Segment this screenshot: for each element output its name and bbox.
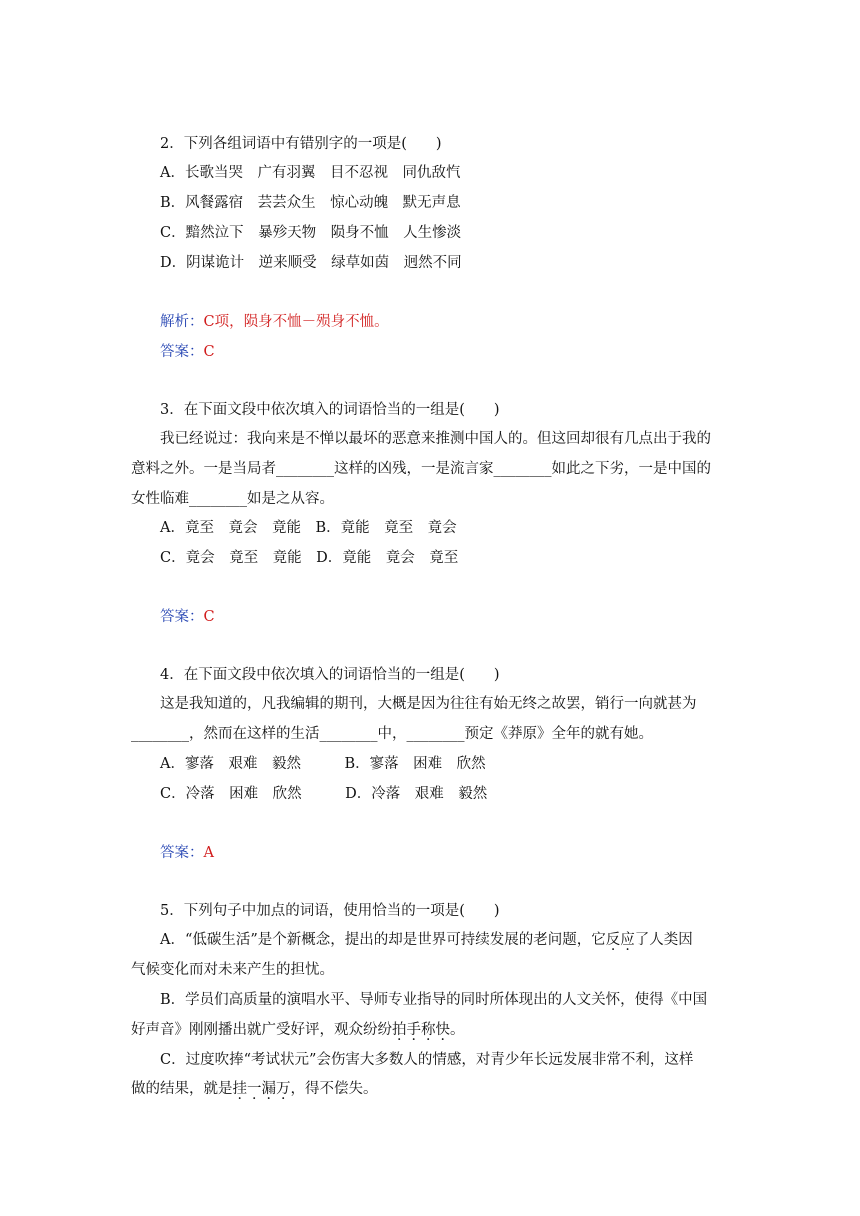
emphasis-char: 手 [406, 1022, 421, 1038]
q4-answer [160, 843, 214, 863]
dotted-term [392, 1022, 450, 1038]
text: ，得不偿失。 [290, 1081, 378, 1097]
q4-passage-line-2: ________，然而在这样的生活________中，________预定《莽原》全年的就有她。 [131, 726, 653, 742]
answer-label: 答案： [160, 845, 204, 861]
dotted-term [233, 1081, 291, 1097]
answer-value: C [203, 609, 215, 625]
answer-label: 答案： [160, 344, 204, 360]
q2-analysis [160, 312, 389, 332]
q5-option-a-line-1 [160, 930, 693, 950]
q5-stem: 5．下列句子中加点的词语，使用恰当的一项是( ) [160, 903, 500, 919]
q2-option-c: C．黯然泣下 暴殄天物 陨身不恤 人生惨淡 [160, 225, 462, 241]
q3-passage-line-2: 意料之外。一是当局者________这样的凶残，一是流言家________如此之下劣，一是中国的 [131, 461, 711, 477]
q4-options-cd: C．冷落 困难 欣然 D．冷落 艰难 毅然 [160, 786, 488, 802]
text: 好声音》刚刚播出就广受好评，观众纷纷 [131, 1022, 392, 1038]
answer-value: C [203, 344, 215, 360]
q2-option-d: D．阴谋诡计 逆来顺受 绿草如茵 迥然不同 [160, 255, 462, 271]
q5-option-a-line-2: 气候变化而对未来产生的担忧。 [131, 962, 334, 978]
q3-passage-line-1: 我已经说过：我向来是不惮以最坏的恶意来推测中国人的。但这回却很有几点出于我的 [160, 431, 711, 447]
text: 做的结果，就是 [131, 1081, 233, 1097]
emphasis-char: 一 [247, 1081, 262, 1097]
analysis-text: C项，陨身不恤－殒身不恤。 [203, 314, 389, 330]
q5-option-c-line-2 [131, 1079, 378, 1099]
emphasis-char: 反 [605, 932, 621, 948]
answer-value: A [203, 845, 214, 861]
q2-answer [160, 342, 215, 362]
analysis-label: 解析： [160, 314, 204, 330]
emphasis-char: 应 [620, 932, 635, 948]
q3-passage-line-3: 女性临难________如是之从容。 [131, 491, 334, 507]
text: A．“低碳生活”是个新概念，提出的却是世界可持续发展的老问题，它 [160, 932, 606, 948]
q5-option-c-line-1: C．过度吹捧“考试状元”会伤害大多数人的情感，对青少年长远发展非常不利，这样 [160, 1052, 694, 1068]
q3-options-cd: C．竟会 竟至 竟能 D．竟能 竟会 竟至 [160, 550, 459, 566]
emphasis-char: 漏 [261, 1081, 276, 1097]
q5-option-b-line-2 [131, 1020, 465, 1040]
emphasis-char: 万 [276, 1081, 291, 1097]
q3-options-ab: A．竟至 竟会 竟能 B．竟能 竟至 竟会 [160, 520, 457, 536]
text: 。 [450, 1022, 465, 1038]
answer-label: 答案： [160, 609, 204, 625]
q4-passage-line-1: 这是我知道的，凡我编辑的期刊，大概是因为往往有始无终之故罢，销行一向就甚为 [160, 696, 697, 712]
dotted-term [606, 932, 635, 948]
q5-option-b-line-1: B．学员们高质量的演唱水平、导师专业指导的同时所体现出的人文关怀，使得《中国 [160, 992, 708, 1008]
q3-stem: 3．在下面文段中依次填入的词语恰当的一组是( ) [160, 402, 500, 418]
emphasis-char: 拍 [392, 1022, 407, 1038]
q2-option-a: A．长歌当哭 广有羽翼 目不忍视 同仇敌忾 [160, 165, 461, 181]
q4-options-ab: A．寥落 艰难 毅然 B．寥落 困难 欣然 [160, 756, 486, 772]
q4-stem: 4．在下面文段中依次填入的词语恰当的一组是( ) [160, 667, 500, 683]
q2-option-b: B．风餐露宿 芸芸众生 惊心动魄 默无声息 [160, 195, 461, 211]
text: 了人类因 [634, 932, 693, 948]
emphasis-char: 称 [421, 1022, 436, 1038]
emphasis-char: 挂 [232, 1081, 247, 1097]
emphasis-char: 快 [435, 1022, 450, 1038]
q2-stem: 2．下列各组词语中有错别字的一项是( ) [160, 136, 442, 152]
q3-answer [160, 607, 215, 627]
